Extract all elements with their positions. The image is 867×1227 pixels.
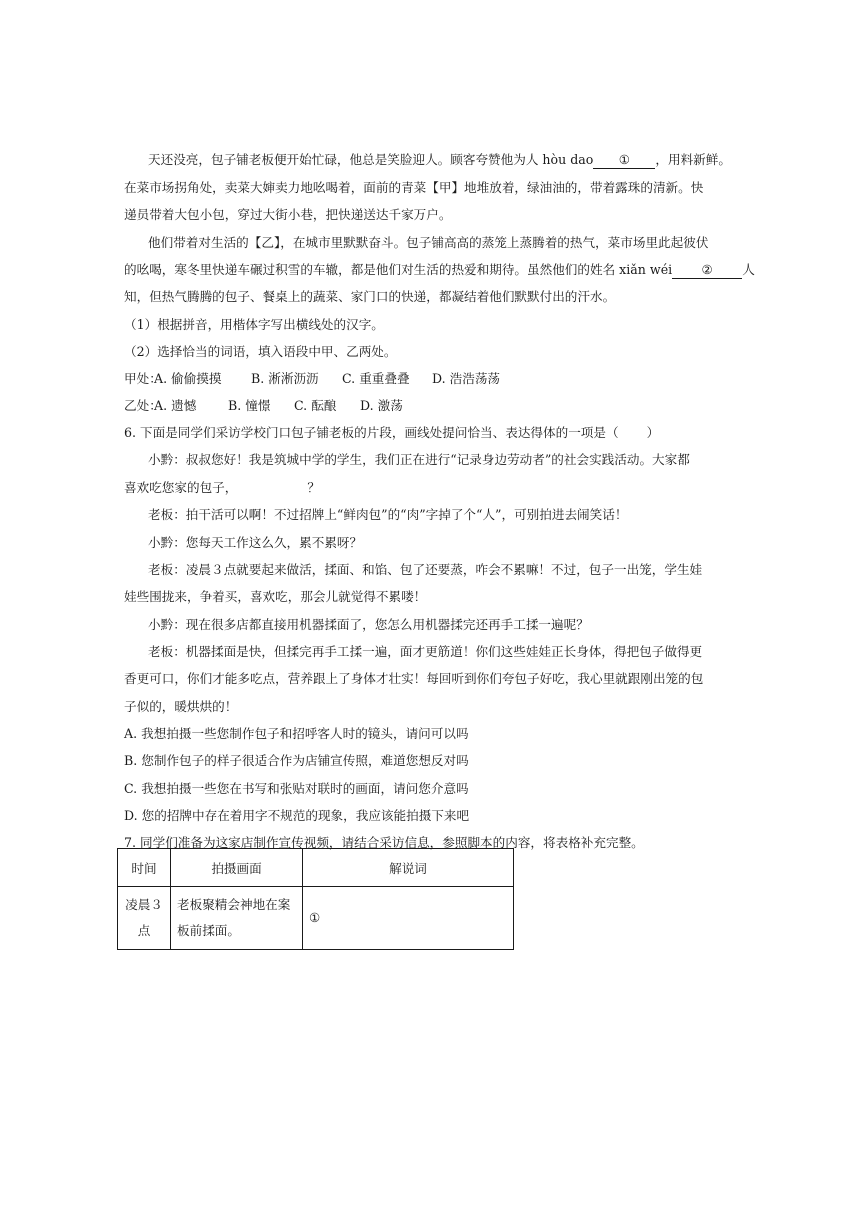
option-c[interactable]: C. 我想拍摄一些您在书写和张贴对联时的画面，请问您介意吗 [124,781,469,796]
option-d[interactable]: D. 您的招牌中存在着用字不规范的现象，我应该能拍摄下来吧 [124,808,470,823]
passage-line: 知，但热气腾腾的包子、餐桌上的蔬菜、家门口的快递，都凝结着他们默默付出的汗水。 [124,289,616,304]
passage-line: 天还没亮，包子铺老板便开始忙碌，他总是笑脸迎人。顾客夸赞他为人 hòu dao ① ，用料新鲜。 [148,152,731,167]
yi-option-c[interactable]: C. 酝酿 [294,398,337,413]
dialogue-line: 子似的，暖烘烘的！ [124,699,238,714]
dialogue-line: 小黔：您每天工作这么久，累不累呀？ [148,535,363,550]
jia-option-c[interactable]: C. 重重叠叠 [342,371,410,386]
header-time: 时间 [118,849,171,887]
yi-label: 乙处： [124,398,162,413]
script-table [117,848,514,950]
yi-options-row [124,397,403,415]
dialogue-line: 老板：拍干活可以啊！不过招牌上“鲜肉包”的“肉”字掉了个“人”，可别拍进去闹笑话！ [148,507,628,522]
dialogue-line: 老板：机器揉面是快，但揉完再手工揉一遍，面才更筋道！你们这些娃娃正长身体，得把包子做得更 [148,644,703,659]
yi-option-d[interactable]: D. 激荡 [360,398,403,413]
dialogue-line: 小黔：叔叔您好！我是筑城中学的学生，我们正在进行“记录身边劳动者”的社会实践活动。大家都 [148,452,690,467]
cell-time: 凌晨３点 [118,887,171,950]
dialogue-line: 老板：凌晨３点就要起来做活，揉面、和馅、包了还要蒸，咋会不累嘛！不过，包子一出笼，学生娃 [148,562,703,577]
subquestion-1: （1）根据拼音，用楷体字写出横线处的汉字。 [124,317,384,332]
subquestion-2: （2）选择恰当的词语，填入语段中甲、乙两处。 [124,344,397,359]
jia-options-row [124,370,501,388]
dialogue-line: 娃些围拢来，争着买，喜欢吃，那会儿就觉得不累喽！ [124,589,427,604]
question-7-stem: 7. 同学们准备为这家店制作宣传视频，请结合采访信息，参照脚本的内容，将表格补充完整。 [124,835,644,850]
yi-option-a[interactable]: A. 遗憾 [154,398,197,413]
yi-option-b[interactable]: B. 憧憬 [228,398,271,413]
passage-line: 的吆喝，寒冬里快递车碾过积雪的车辙，都是他们对生活的热爱和期待。虽然他们的姓名 xiǎn wéi ② 人 [124,262,755,277]
jia-option-d[interactable]: D. 浩浩荡荡 [432,371,501,386]
question-6-stem: 6. 下面是同学们采访学校门口包子铺老板的片段，画线处提问恰当、表达得体的一项是（ ） [124,425,660,440]
jia-option-a[interactable]: A. 偷偷摸摸 [154,371,222,386]
answer-blank-1[interactable]: ① [593,152,655,169]
dialogue-line: 喜欢吃您家的包子， ？ [124,480,320,495]
passage-line: 他们带着对生活的【乙】，在城市里默默奋斗。包子铺高高的蒸笼上蒸腾着的热气，菜市场里此起彼伏 [148,235,709,250]
cell-shot: 老板聚精会神地在案板前揉面。 [171,887,303,950]
jia-label: 甲处： [124,371,162,386]
option-a[interactable]: A. 我想拍摄一些您制作包子和招呼客人时的镜头，请问可以吗 [124,726,469,741]
passage-line: 递员带着大包小包，穿过大街小巷，把快递送达千家万户。 [124,207,452,222]
dialogue-line: 小黔：现在很多店都直接用机器揉面了，您怎么用机器揉完还再手工揉一遍呢？ [148,617,589,632]
table-row [118,887,514,950]
answer-blank-2[interactable]: ② [672,262,742,279]
option-b[interactable]: B. 您制作包子的样子很适合作为店铺宣传照，难道您想反对吗 [124,753,469,768]
header-narration: 解说词 [303,849,514,887]
passage-line: 在菜市场拐角处，卖菜大婶卖力地吆喝着，面前的青菜【甲】地堆放着，绿油油的，带着露珠的清新。快 [124,180,704,195]
cell-narration-answer[interactable]: ① [303,887,514,950]
header-shot: 拍摄画面 [171,849,303,887]
table-header-row [118,849,514,887]
dialogue-line: 香更可口，你们才能多吃点，营养跟上了身体才壮实！每回听到你们夸包子好吃，我心里就跟刚出笼的包 [124,671,704,686]
jia-option-b[interactable]: B. 淅淅沥沥 [251,371,319,386]
